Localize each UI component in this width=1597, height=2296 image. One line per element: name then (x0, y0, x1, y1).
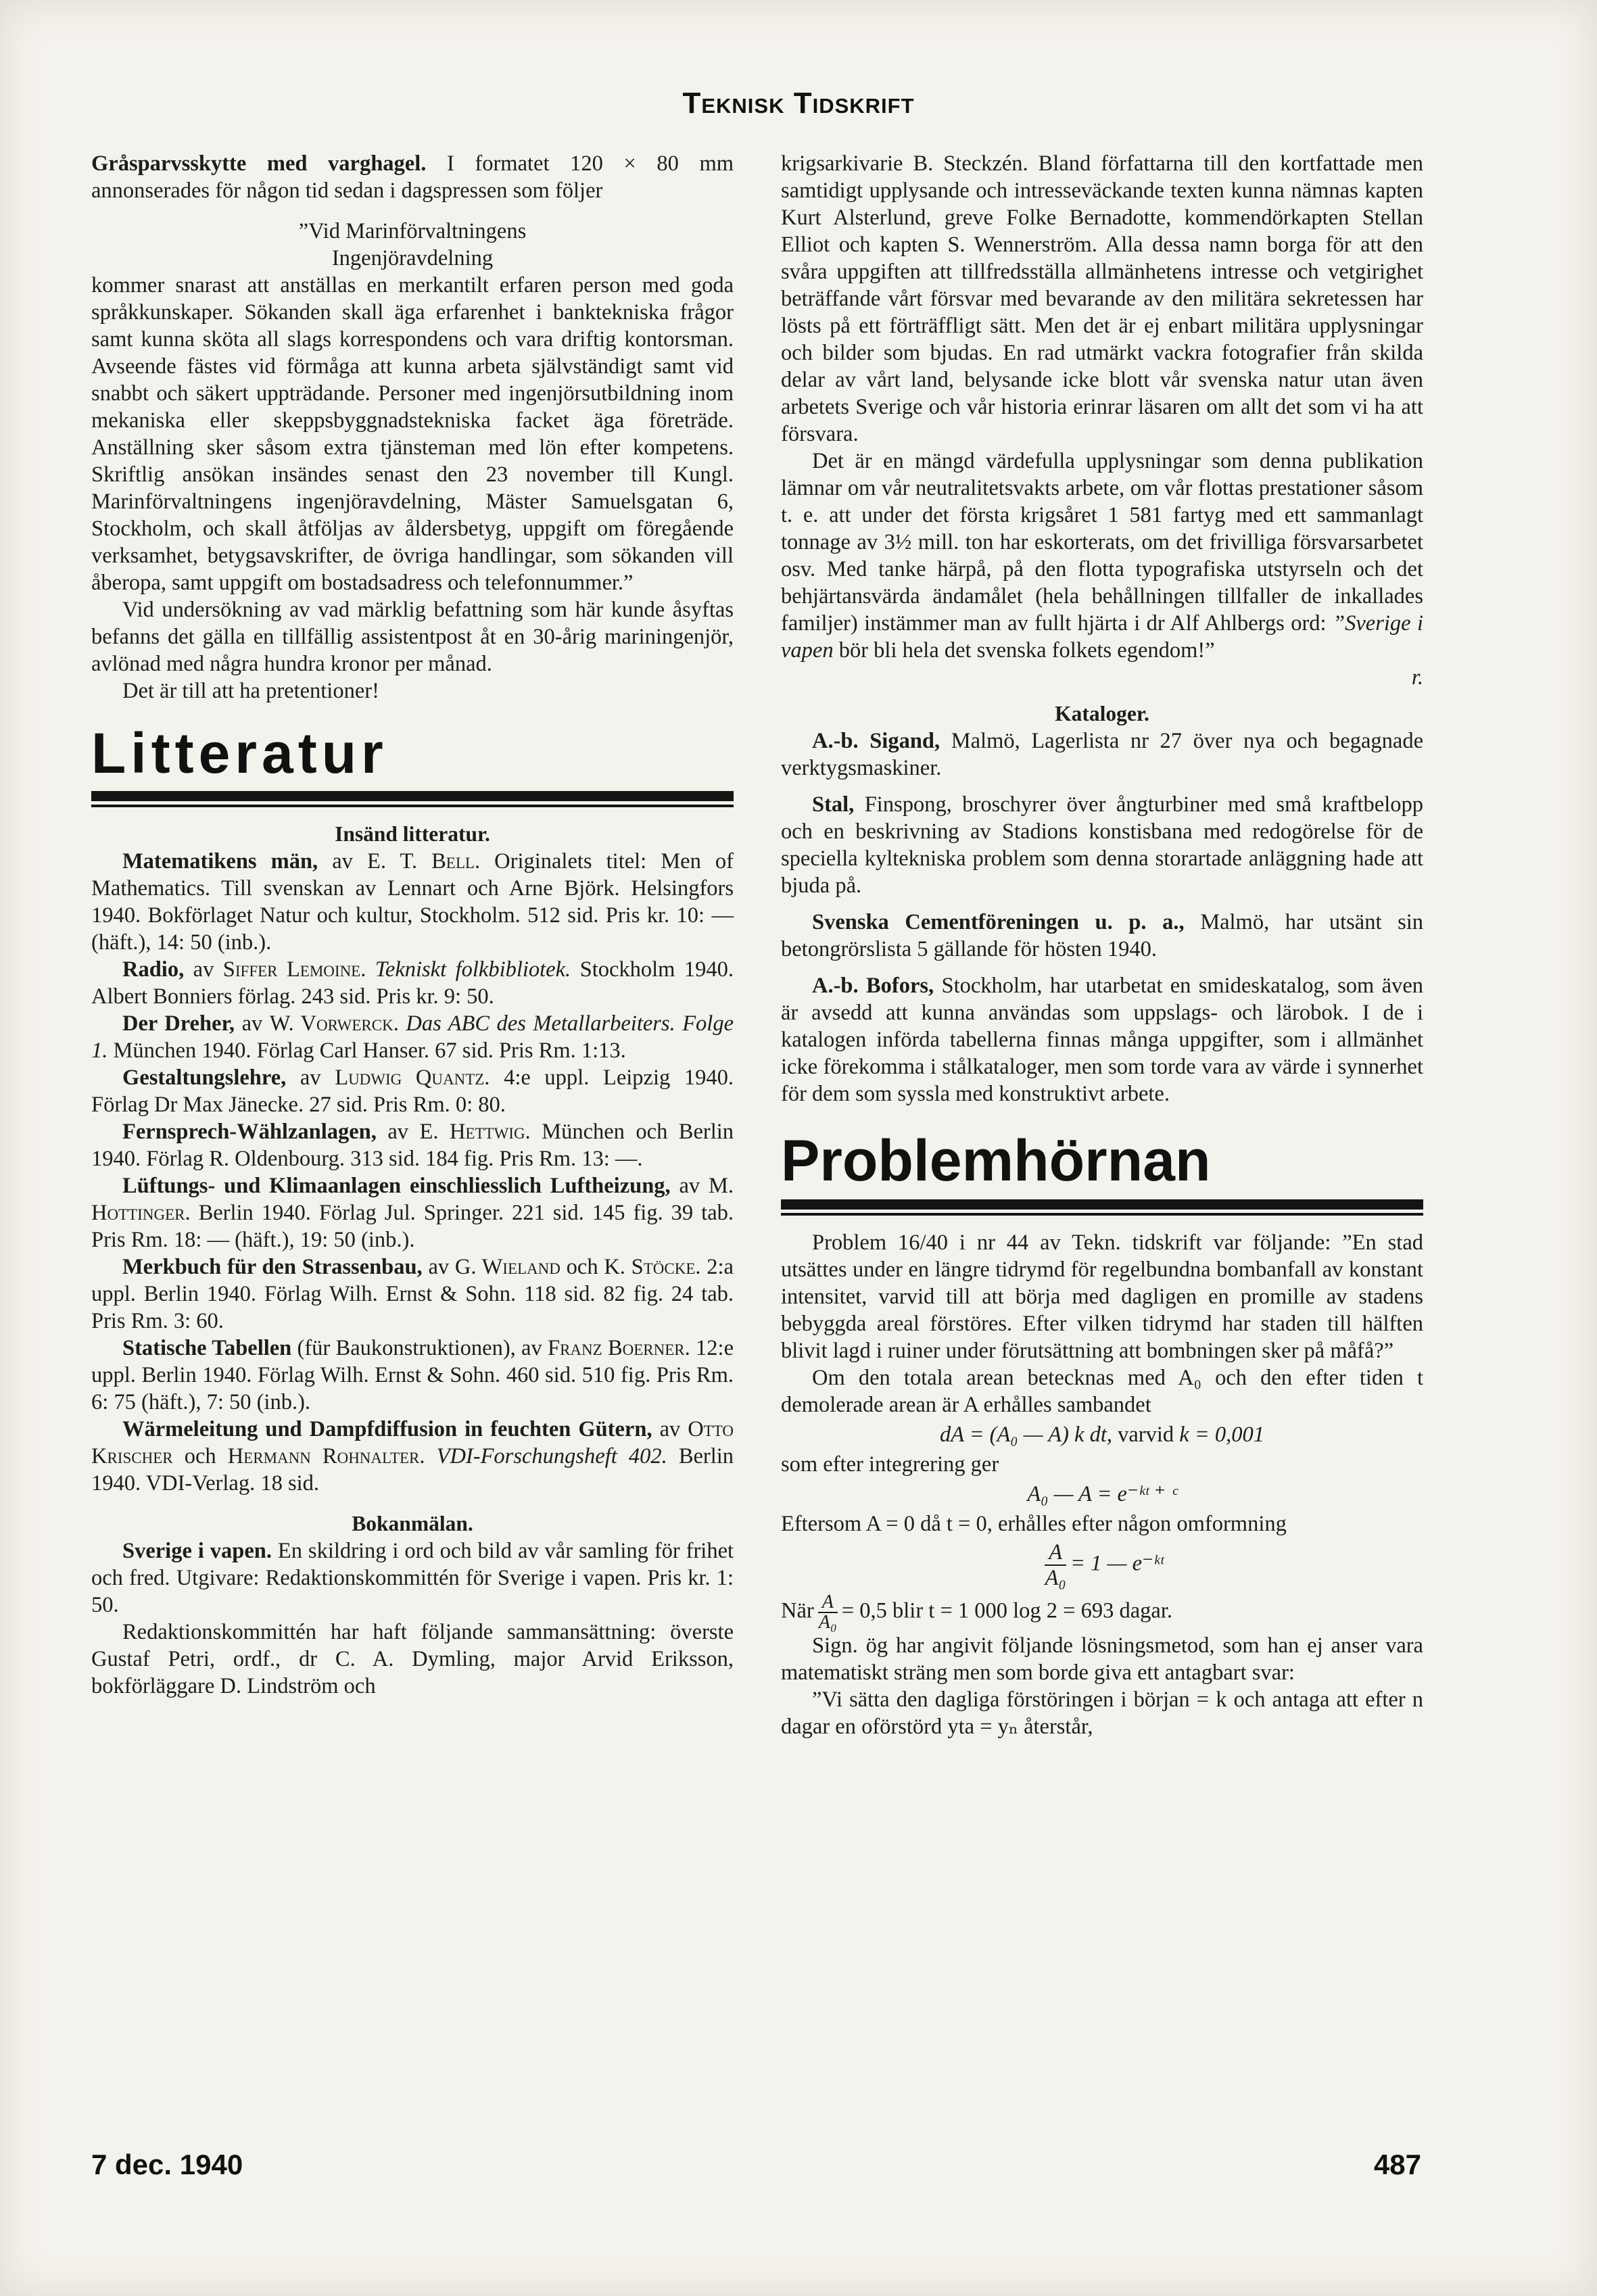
book-details: München och Berlin 1940. Förlag R. Oldenbourg. 313 sid. 184 fig. Pris Rm. 13: —. (91, 1120, 734, 1171)
review-continued: krigsarkivarie B. Steckzén. Bland författarna till den kortfattade men samtidigt upplysande och intresseväckande texten kunna nämnas kapten Kurt Alsterlund, greve Folke Bernadotte, kommendörkapten Stellan Elliot och kapten S. Wennerström. Alla dessa namn borga för att den svåra uppgiften att tillfredsställa allmänhetens intresse och vetgirighet beträffande vårt försvar med bevarande av den militära sekretessen har lösts på ett förträffligt sätt. Men det är ej enbart militära upplysningar och bilder som bjudas. En rad utmärkt vackra fotografier från skilda delar av vårt land, belysande icke blott vår svenska natur utan även arbetets Sverige och vår historia erinrar läsaren om allt det som vi ha att försvara. (781, 151, 1423, 446)
catalog-text: Malmö, har utsänt sin betongrörslista 5 gällande för hösten 1940. (781, 910, 1423, 961)
book-author-pre: av (193, 957, 214, 982)
book-title: Wärmeleitung und Dampfdiffusion in feuchten Gütern, (122, 1417, 652, 1441)
problem-p4: Eftersom A = 0 då t = 0, erhålles efter någon omformning (781, 1512, 1287, 1536)
book-entry (91, 1335, 734, 1416)
signature-text: r. (1411, 665, 1423, 690)
fraction-denominator: A₀ (818, 1612, 837, 1633)
book-title: Gestaltungslehre, (122, 1066, 287, 1090)
equation-2: A₀ — A = e⁻ᵏᵗ ⁺ ᶜ (1027, 1482, 1177, 1506)
equation-3-fraction (1045, 1540, 1066, 1590)
book-entry (91, 1064, 734, 1118)
book-author-pre: av (428, 1255, 450, 1279)
book-title: Statische Tabellen (122, 1336, 292, 1360)
book-author-pre: av (241, 1011, 263, 1036)
catalog-item (781, 909, 1423, 963)
equation-3 (781, 1540, 1423, 1590)
problem-p3: som efter integrering ger (781, 1452, 999, 1477)
problemhornan-heading: Problemhörnan (781, 1128, 1211, 1193)
litteratur-heading: Litteratur (91, 721, 388, 785)
problem-p5 (781, 1593, 1423, 1632)
bokanmalan-subhead: Bokanmälan. (352, 1512, 473, 1535)
footer-date: 7 dec. 1940 (91, 2149, 243, 2180)
review-closing (781, 448, 1423, 664)
book-author: Ludwig Quantz. (335, 1066, 490, 1090)
book-title: Merkbuch für den Strassenbau, (122, 1255, 423, 1279)
left-column (91, 150, 734, 1700)
book-entry (91, 1416, 734, 1497)
page-number: 487 (1373, 2149, 1421, 2180)
book-details: Berlin 1940. VDI-Verlag. 18 sid. (91, 1444, 734, 1496)
book-author: E. T. Bell. (367, 849, 481, 874)
book-subtitle: (für Baukonstruktionen), av (297, 1336, 542, 1360)
book-author: G. Wieland (454, 1255, 561, 1279)
quote-body: kommer snarast att anställas en merkantilt erfaren person med goda språkkunskaper. Sökanden skall äga erfarenhet i banktekniska frågor samt kunna sköta all slags korrespondens och vara driftig kontorsman. Avseende fästes vid förmåga att kunna arbeta självständigt samt vid snabbt och säkert uppträdande. Personer med ingenjörsutbildning inom mekaniska eller skeppsbyggnadstekniska facket äga företräde. Anställning sker såsom extra tjänsteman med lön efter kompetens. Skriftlig ansökan insändes senast den 23 november till Kungl. Marinförvaltningens ingenjöravdelning, Mäster Samuelsgatan 6, Stockholm, och skall åtföljas av åldersbetyg, uppgift om föregående verksamhet, betygsavskrifter, de övriga handlingar, som sökanden vill åberopa, samt uppgift om bostadsadress och telefonnummer.” (91, 273, 734, 595)
book-author: E. Hettwig. (419, 1120, 531, 1144)
equation-1-lhs: dA = (A₀ — A) k dt, (939, 1422, 1112, 1447)
book-details: 4:e uppl. Leipzig 1940. Förlag Dr Max Jänecke. 27 sid. Pris Rm. 0: 80. (91, 1066, 734, 1117)
review-closing-text: Det är en mängd värdefulla upplysningar som denna publikation lämnar om vår neutralitetsvakts arbete, om vår flottas prestationer såsom t. e. att under det första krigsåret 1 581 fartyg med ett sammanlagt tonnage av 3½ mill. ton har eskorterats, om det frivilliga försvarsarbetet osv. Med tanke härpå, på den flotta typografiska utstyrseln och det behjärtansvärda ändamålet (hela behållningen tillfaller de inkallades familjer) instämmer man av fullt hjärta i dr Alf Ahlbergs ord: (781, 449, 1423, 636)
catalog-item (781, 727, 1423, 782)
litteratur-rule (91, 791, 734, 807)
review-intro (91, 1537, 734, 1619)
book-author-pre: av (332, 849, 353, 874)
book-details: 12:e uppl. Berlin 1940. Förlag Wilh. Ernst & Sohn. 460 sid. 510 fig. Pris Rm. 6: 75 (häft.), 7: 50 (inb.). (91, 1336, 734, 1414)
book-author: M. Hottinger. (91, 1174, 734, 1225)
equation-1-rhs: k = 0,001 (1179, 1422, 1264, 1447)
problem-p2: Om den totala arean betecknas med A₀ och den efter tiden t demolerade arean är A erhålles sambandet (781, 1366, 1423, 1417)
book-entry (91, 956, 734, 1010)
book-author-pre: av (679, 1174, 700, 1198)
book-title: Fernsprech-Wählzanlagen, (122, 1120, 377, 1144)
kataloger-subhead: Kataloger. (1055, 702, 1149, 725)
problem-p5-result: = 0,5 blir t = 1 000 log 2 = 693 dagar. (841, 1598, 1173, 1623)
review-p1: En skildring i ord och bild av vår samling för frihet och fred. Utgivare: Redaktionskommittén för Sverige i vapen. Pris kr. 1: 50. (91, 1539, 734, 1617)
book-entry (91, 848, 734, 956)
book-author-pre: av (300, 1066, 321, 1090)
book-author-conj: och (184, 1444, 216, 1468)
grasparv-para2: Vid undersökning av vad märklig befattning som här kunde åsyftas befanns det gälla en tillfällig assistentpost åt en 30-årig mariningenjör, avlönad med några hundra kronor per månad. (91, 598, 734, 676)
catalog-item (781, 972, 1423, 1107)
book-author: Hermann Rohnalter. (227, 1444, 425, 1468)
book-details: Berlin 1940. Förlag Jul. Springer. 221 sid. 145 fig. 39 tab. Pris Rm. 18: — (häft.), 19: 50 (inb.). (91, 1201, 734, 1252)
book-details: Originalets titel: Men of Mathematics. Till svenskan av Lennart och Arne Björk. Helsingfors 1940. Bokförlaget Natur och kultur, Stockholm. 512 sid. Pris kr. 10: — (häft.), 14: 50 (inb.). (91, 849, 734, 955)
catalog-text: Stockholm, har utarbetat en smideskatalog, som även är avsedd att kunna användas som uppslags- och lärobok. I de i katalogen införda tabellerna finnas många uppgifter, som i allmänhet icke förekomma i stålkataloger, men som torde vara av värde i synnerhet för dem som syssla med konstruktivt arbete. (781, 974, 1423, 1106)
book-entry (91, 1253, 734, 1335)
equation-1 (781, 1421, 1423, 1448)
book-title: Radio, (122, 957, 185, 982)
running-head: Teknisk Tidskrift (682, 87, 915, 120)
book-author: W. Vorwerck. (269, 1011, 399, 1036)
book-author: Siffer Lemoine. (222, 957, 366, 982)
book-title: Matematikens män, (122, 849, 318, 874)
problem-p7: ”Vi sätta den dagliga förstöringen i början = k och antaga att efter n dagar en oförstörd yta = yₙ återstår, (781, 1688, 1423, 1739)
review-book-title: Sverige i vapen. (122, 1539, 272, 1563)
grasparv-intro (91, 150, 734, 204)
catalog-company: Svenska Cementföreningen u. p. a., (812, 910, 1185, 934)
book-title: Der Dreher, (122, 1011, 235, 1036)
catalog-company: A.-b. Sigand, (812, 729, 940, 753)
book-details: München 1940. Förlag Carl Hanser. 67 sid. Pris Rm. 1:13. (113, 1038, 626, 1063)
review-signature (781, 664, 1423, 691)
grasparv-title: Gråsparvsskytte med varghagel. (91, 151, 427, 176)
catalog-item (781, 791, 1423, 899)
book-entry (91, 1010, 734, 1064)
book-details: 2:a uppl. Berlin 1940. Förlag Wilh. Ernst & Sohn. 118 sid. 82 fig. 24 tab. Pris Rm. 3: 60. (91, 1255, 734, 1333)
book-author: K. Stöcke. (604, 1255, 701, 1279)
grasparv-para3: Det är till att ha pretentioner! (122, 679, 379, 703)
book-title: Lüftungs- und Klimaanlagen einschliesslich Luftheizung, (122, 1174, 671, 1198)
book-series: Das ABC des Metallarbeiters. Folge 1. (91, 1011, 734, 1063)
quote-line-1: ”Vid Marinförvaltningens (298, 219, 527, 243)
book-author: Otto Krischer (91, 1417, 734, 1468)
problem-p6: Sign. ög har angivit följande lösningsmetod, som han ej anser vara matematiskt sträng men som borde giva ett antagbart svar: (781, 1633, 1423, 1685)
book-author: Franz Boerner. (548, 1336, 690, 1360)
catalog-company: A.-b. Bofors, (812, 974, 934, 998)
book-series: VDI-Forschungsheft 402. (436, 1444, 667, 1468)
equation-3-rhs: = 1 — e⁻ᵏᵗ (1070, 1551, 1164, 1576)
book-author-conj: och (566, 1255, 598, 1279)
quote-line-2: Ingenjöravdelning (331, 246, 494, 270)
insand-subhead: Insänd litteratur. (335, 822, 490, 846)
book-series: Tekniskt folkbibliotek. (375, 957, 571, 982)
equation-1-mid: varvid (1118, 1422, 1174, 1447)
grasparv-intro-text: I formatet 120 × 80 mm annonserades för någon tid sedan i dagspressen som följer (91, 151, 734, 203)
book-entry (91, 1172, 734, 1253)
problem-p5-fraction (818, 1593, 838, 1632)
review-quote: ”Sverige i vapen (781, 611, 1423, 663)
problem-p5-pre: När (781, 1598, 814, 1623)
review-closing-end: bör bli hela det svenska folkets egendom!” (838, 638, 1215, 663)
catalog-text: Malmö, Lagerlista nr 27 över nya och begagnade verktygsmaskiner. (781, 729, 1423, 780)
catalog-company: Stal, (812, 792, 855, 817)
book-entry (91, 1118, 734, 1172)
right-column (781, 150, 1423, 1740)
book-details: Stockholm 1940. Albert Bonniers förlag. 243 sid. Pris kr. 9: 50. (91, 957, 734, 1009)
review-p2: Redaktionskommittén har haft följande sammansättning: överste Gustaf Petri, ordf., dr C. A. Dymling, major Arvid Eriksson, bokförläggare D. Lindström och (91, 1620, 734, 1698)
catalog-text: Finspong, broschyrer över ångturbiner med små kraftbelopp och en beskrivning av Stadions konstisbana med redogörelse för de speciella kyltekniska problem som denna storartade anläggning hade att bjuda på. (781, 792, 1423, 898)
fraction-numerator: A (818, 1593, 838, 1613)
problemhornan-rule (781, 1199, 1423, 1216)
fraction-numerator: A (1045, 1540, 1066, 1566)
fraction-denominator: A₀ (1045, 1566, 1066, 1590)
book-author-pre: av (659, 1417, 681, 1441)
book-author-pre: av (387, 1120, 409, 1144)
problem-p1: Problem 16/40 i nr 44 av Tekn. tidskrift var följande: ”En stad utsättes under en längre tidrymd för regelbundna bombanfall av konstant intensitet, varvid till att börja med dagligen en promille av stadens bebyggda areal förstöres. Efter vilken tidrymd har staden till hälften blivit lagd i ruiner under förutsättning att bombningen sker på måfå?” (781, 1230, 1423, 1363)
